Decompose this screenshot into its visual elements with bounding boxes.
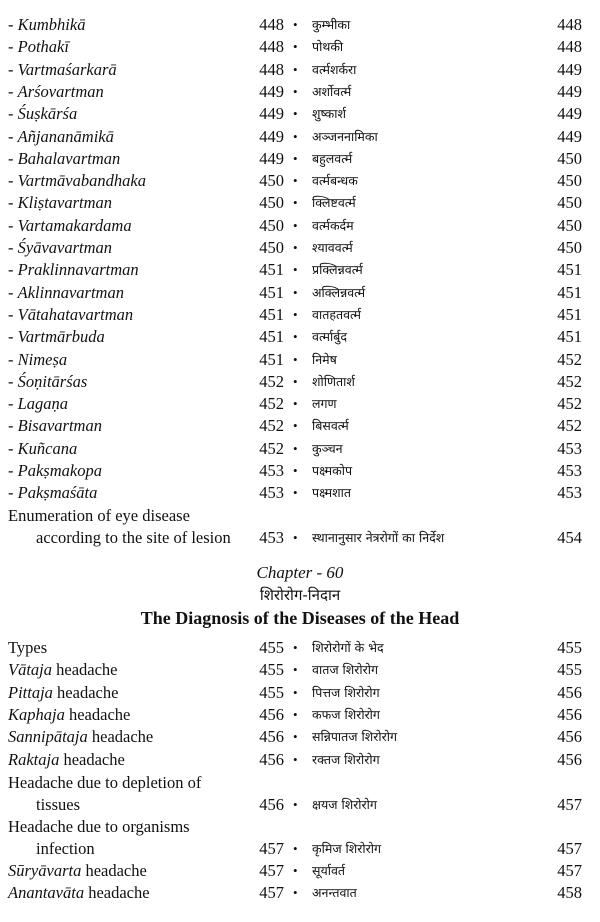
bullet: • — [293, 841, 298, 856]
entry-term: - Śuṣkārśa — [8, 104, 78, 124]
entry-hindi-term: पक्ष्मकोप — [312, 463, 353, 478]
bullet: • — [293, 751, 298, 767]
entry-term: - Śyāvavartman — [8, 238, 113, 257]
entry-page-left: 456 — [259, 704, 284, 724]
entry-page-right: 451 — [557, 260, 582, 280]
entry-page-right: 452 — [557, 349, 582, 369]
entry-page-left: 452 — [259, 371, 284, 391]
index-entry-row — [0, 170, 600, 192]
entry-term: - Bahalavartman — [8, 148, 121, 168]
enumeration-page-right: 454 — [557, 528, 582, 547]
entry-page-right: 458 — [557, 883, 582, 903]
entry-hindi-term: पोथकी — [312, 39, 344, 55]
entry-page-left: 455 — [259, 682, 284, 702]
entry-term: - Vartmārbuda — [8, 327, 105, 347]
bullet: • — [293, 17, 298, 32]
bullet: • — [293, 863, 298, 878]
bullet: • — [293, 885, 298, 901]
entry-page-right: 456 — [557, 749, 582, 769]
entry-term: - Praklinnavartman — [8, 260, 139, 280]
bullet: • — [293, 262, 298, 278]
entry-page-right: 451 — [557, 282, 582, 302]
entry-page-right: 456 — [557, 727, 582, 747]
entry-term: - Pakṣmakopa — [8, 461, 102, 480]
entry-hindi-term: शोणितार्श — [312, 373, 355, 389]
entry-hindi-term: वर्त्मबन्धक — [312, 173, 358, 189]
bullet: • — [293, 351, 298, 367]
entry-hindi-term: वर्त्मार्बुद — [312, 329, 347, 345]
enumeration-line1-row — [0, 505, 600, 527]
entry-page-left: 456 — [259, 727, 284, 747]
index-entry-row — [0, 704, 600, 726]
bullet: • — [293, 396, 298, 412]
entry-page-left: 457 — [259, 861, 284, 880]
bullet: • — [293, 706, 298, 722]
entry-hindi-term: कफज शिरोरोग — [312, 706, 380, 722]
organisms-line1: Headache due to organisms — [8, 817, 190, 836]
chapter-label: Chapter - 60 — [256, 563, 344, 582]
bullet: • — [293, 128, 298, 144]
entry-term: - Śoṇitārśas — [8, 371, 88, 391]
entry-page-left: 451 — [259, 282, 284, 302]
entry-page-right: 448 — [557, 37, 582, 57]
organisms-page-left: 457 — [259, 839, 284, 858]
bullet: • — [293, 418, 298, 434]
bullet: • — [293, 530, 298, 545]
entry-page-right: 456 — [557, 704, 582, 724]
bullet: • — [293, 195, 298, 211]
entry-hindi-term: शुष्कार्श — [312, 106, 347, 122]
bullet: • — [293, 106, 298, 122]
index-entry-row — [0, 682, 600, 704]
entry-hindi-term: शिरोरोगों के भेद — [312, 640, 384, 655]
entry-page-right: 450 — [557, 148, 582, 168]
entry-page-left: 449 — [259, 81, 284, 101]
entry-term: - Vartamakardama — [8, 215, 132, 235]
entry-page-right: 452 — [557, 371, 582, 391]
index-entry-row — [0, 59, 600, 81]
entry-page-right: 449 — [557, 81, 582, 101]
depletion-page-left: 456 — [259, 795, 284, 814]
index-entry-row — [0, 282, 600, 304]
index-entry-row — [0, 371, 600, 393]
entry-term: - Pakṣmaśāta — [8, 483, 98, 503]
index-entry-row — [0, 637, 600, 659]
entry-page-left: 451 — [259, 260, 284, 280]
index-entry-row — [0, 326, 600, 348]
entry-term: - Kliṣtavartman — [8, 193, 113, 213]
entry-hindi-term: अक्लिन्नवर्त्म — [312, 284, 366, 300]
index-entry-row — [0, 304, 600, 326]
index-entry-row — [0, 103, 600, 125]
entry-term: - Aklinnavartman — [8, 282, 124, 302]
entry-page-right: 457 — [557, 861, 582, 880]
index-entry-row — [0, 14, 600, 36]
index-entry-row — [0, 215, 600, 237]
entry-page-right: 451 — [557, 327, 582, 347]
entry-page-right: 455 — [557, 660, 582, 680]
entry-page-left: 450 — [259, 171, 284, 191]
index-entry-row — [0, 192, 600, 214]
entry-hindi-term: अर्शोवर्त्म — [312, 83, 352, 99]
entry-hindi-term: अञ्जननामिका — [312, 128, 378, 144]
entry-hindi-term: रक्तज शिरोरोग — [312, 751, 380, 767]
enumeration-line2-row — [0, 527, 600, 549]
entry-page-left: 457 — [259, 883, 284, 903]
entry-page-left: 451 — [259, 327, 284, 347]
index-entry-row — [0, 438, 600, 460]
entry-hindi-term: कुञ्चन — [312, 440, 343, 456]
entry-hindi-term: क्लिष्टवर्त्म — [312, 195, 356, 211]
bullet: • — [293, 662, 298, 678]
entry-page-right: 452 — [557, 416, 582, 436]
entry-hindi-term: सूर्यावर्त — [312, 863, 346, 878]
enumeration-line1: Enumeration of eye disease — [8, 506, 190, 525]
entry-page-left: 451 — [259, 304, 284, 324]
entry-hindi-term: वर्त्मकर्दम — [312, 217, 354, 233]
entry-page-right: 453 — [557, 438, 582, 458]
entry-term: Vātaja headache — [8, 660, 118, 680]
bullet: • — [293, 240, 298, 255]
entry-page-right: 452 — [557, 394, 582, 414]
bullet: • — [293, 61, 298, 77]
entry-hindi-term: वातहतवर्त्म — [312, 306, 362, 322]
entry-hindi-term: वातज शिरोरोग — [312, 662, 379, 678]
bullet: • — [293, 797, 298, 812]
bullet: • — [293, 463, 298, 478]
entry-hindi-term: लगण — [312, 396, 337, 412]
index-entry-row — [0, 415, 600, 437]
entry-hindi-term: कुम्भीका — [312, 17, 351, 32]
entry-page-left: 449 — [259, 104, 284, 124]
entry-term: - Pothakī — [8, 37, 69, 57]
bullet: • — [293, 150, 298, 166]
bullet: • — [293, 306, 298, 322]
bullet: • — [293, 373, 298, 389]
entry-page-right: 448 — [557, 15, 582, 34]
bullet: • — [293, 440, 298, 456]
entry-hindi-term: बहुलवर्त्म — [312, 150, 353, 166]
depletion-line2: tissues — [36, 795, 81, 814]
entry-hindi-term: बिसवर्त्म — [312, 418, 349, 434]
index-entry-row — [0, 259, 600, 281]
organisms-line2: infection — [36, 839, 95, 858]
index-entry-row — [0, 460, 600, 482]
entry-page-right: 453 — [557, 483, 582, 503]
entry-term: - Vātahatavartman — [8, 304, 134, 324]
entry-term: - Añjananāmikā — [8, 126, 114, 146]
index-entry-row — [0, 148, 600, 170]
bullet: • — [293, 217, 298, 233]
bullet: • — [293, 640, 298, 655]
index-entry-row — [0, 36, 600, 58]
entry-term: Anantavāta headache — [8, 883, 150, 903]
entry-page-left: 448 — [259, 15, 284, 34]
entry-term: - Bisavartman — [8, 416, 102, 436]
index-entry-row — [0, 237, 600, 259]
entry-page-left: 452 — [259, 438, 284, 458]
entry-page-left: 452 — [259, 416, 284, 436]
depletion-hindi: क्षयज शिरोरोग — [312, 797, 377, 812]
entry-term: Kaphaja headache — [8, 704, 131, 724]
index-entry-row — [0, 749, 600, 771]
depletion-line2-row — [0, 794, 600, 816]
enumeration-line2: according to the site of lesion — [36, 528, 231, 547]
entry-term: Sannipātaja headache — [8, 727, 154, 747]
entry-page-left: 449 — [259, 126, 284, 146]
entry-term: - Vartmaśarkarā — [8, 59, 117, 79]
index-entry-row — [0, 81, 600, 103]
entry-page-left: 448 — [259, 37, 284, 57]
entry-page-right: 449 — [557, 59, 582, 79]
index-entry-row — [0, 126, 600, 148]
entry-hindi-term: प्रक्लिन्नवर्त्म — [312, 262, 363, 278]
entry-page-left: 448 — [259, 59, 284, 79]
bullet: • — [293, 329, 298, 345]
entry-term: - Kumbhikā — [8, 15, 86, 34]
entry-page-left: 449 — [259, 148, 284, 168]
bullet: • — [293, 83, 298, 99]
entry-term: - Kuñcana — [8, 438, 78, 458]
entry-page-right: 449 — [557, 126, 582, 146]
entry-page-right: 451 — [557, 304, 582, 324]
index-entry-row — [0, 726, 600, 748]
entry-term: - Vartmāvabandhaka — [8, 171, 146, 191]
index-entry-row — [0, 659, 600, 681]
index-entry-row — [0, 393, 600, 415]
entry-term: Pittaja headache — [8, 682, 119, 702]
entry-hindi-term: अनन्तवात — [312, 885, 357, 901]
bullet: • — [293, 485, 298, 501]
entry-term: Raktaja headache — [8, 749, 125, 769]
entry-hindi-term: निमेष — [312, 351, 337, 367]
index-entry-row — [0, 882, 600, 904]
bullet: • — [293, 729, 298, 745]
entry-term: - Nimeṣa — [8, 349, 68, 369]
bullet: • — [293, 284, 298, 300]
index-entry-row — [0, 349, 600, 371]
depletion-line1: Headache due to depletion of — [8, 773, 202, 792]
enumeration-hindi: स्थानानुसार नेत्ररोगों का निर्देश — [312, 530, 445, 545]
depletion-page-right: 457 — [557, 795, 582, 814]
entry-page-right: 449 — [557, 104, 582, 124]
entry-page-right: 450 — [557, 215, 582, 235]
organisms-line2-row — [0, 838, 600, 860]
bullet: • — [293, 39, 298, 55]
entry-page-right: 450 — [557, 238, 582, 257]
entry-page-left: 453 — [259, 483, 284, 503]
organisms-line1-row — [0, 816, 600, 838]
entry-page-left: 450 — [259, 238, 284, 257]
bullet: • — [293, 173, 298, 189]
entry-page-right: 450 — [557, 193, 582, 213]
entry-term: Sūryāvarta headache — [8, 861, 147, 880]
entry-page-right: 450 — [557, 171, 582, 191]
entry-term: Types — [8, 638, 48, 657]
entry-hindi-term: पित्तज शिरोरोग — [312, 684, 380, 700]
enumeration-page-left: 453 — [259, 528, 284, 547]
entry-page-left: 455 — [259, 638, 284, 657]
index-entry-row — [0, 860, 600, 882]
entry-hindi-term: पक्ष्मशात — [312, 485, 352, 501]
entry-page-left: 451 — [259, 349, 284, 369]
chapter-english-title: The Diagnosis of the Diseases of the Head — [140, 608, 460, 628]
entry-page-left: 450 — [259, 215, 284, 235]
depletion-line1-row — [0, 772, 600, 794]
organisms-hindi: कृमिज शिरोरोग — [312, 841, 382, 856]
entry-page-left: 456 — [259, 749, 284, 769]
entry-page-left: 453 — [259, 461, 284, 480]
entry-hindi-term: श्याववर्त्म — [312, 240, 353, 255]
organisms-page-right: 457 — [557, 839, 582, 858]
entry-page-left: 450 — [259, 193, 284, 213]
entry-page-right: 455 — [557, 638, 582, 657]
chapter-hindi-title: शिरोरोग-निदान — [259, 586, 341, 604]
entry-hindi-term: वर्त्मशर्करा — [312, 61, 357, 77]
entry-page-right: 453 — [557, 461, 582, 480]
bullet: • — [293, 684, 298, 700]
index-entry-row — [0, 482, 600, 504]
entry-page-left: 452 — [259, 394, 284, 414]
entry-hindi-term: सन्निपातज शिरोरोग — [312, 729, 397, 745]
entry-page-left: 455 — [259, 660, 284, 680]
entry-term: - Lagaṇa — [8, 394, 69, 414]
entry-page-right: 456 — [557, 682, 582, 702]
entry-term: - Arśovartman — [8, 81, 104, 101]
